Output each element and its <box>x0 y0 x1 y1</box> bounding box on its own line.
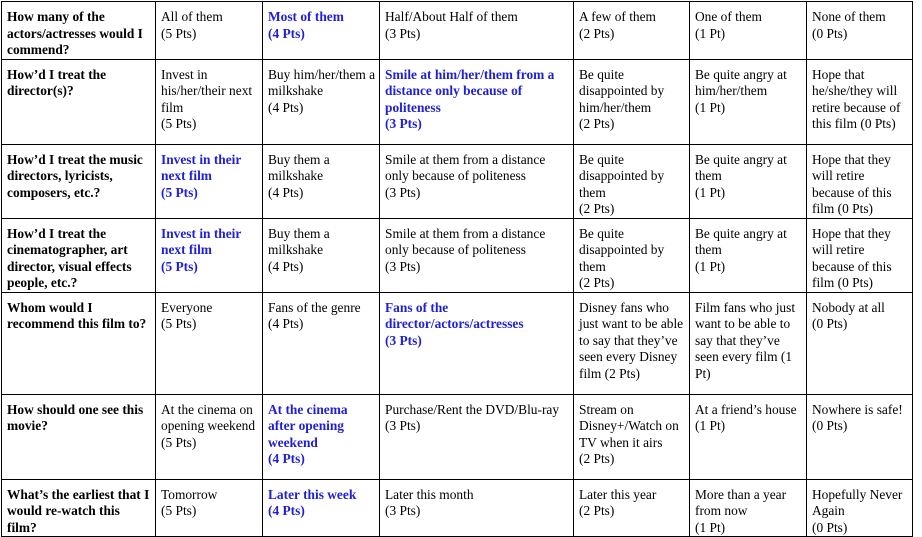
option-text: Buy them a milkshake <box>268 225 330 257</box>
question-actors: How many of the actors/actresses would I commend? <box>2 2 156 60</box>
option-text: Hope that they will retire because of this film (0 Pts) <box>812 151 892 216</box>
option-points: (4 Pts) <box>268 316 304 331</box>
rubric-row-rewatch <box>2 479 913 537</box>
option-cell <box>156 394 263 479</box>
option-cell <box>690 479 807 537</box>
option-text: Later this week <box>268 486 357 502</box>
option-points: (5 Pts) <box>161 184 198 200</box>
option-cell <box>380 394 574 479</box>
option-text: Stream on Disney+/Watch on TV when it airs <box>579 401 679 450</box>
option-text: Film fans who just want to be able to say that they’ve seen every film (1 Pt) <box>695 299 796 381</box>
option-text: Buy him/her/them a milkshake <box>268 66 376 98</box>
option-text: Hope that they will retire because of this film (0 Pts) <box>812 225 892 290</box>
option-text: Smile at him/her/them from a distance only because of politeness <box>385 66 555 115</box>
option-cell <box>690 59 807 144</box>
option-points: (1 Pt) <box>695 184 726 200</box>
option-cell <box>574 144 690 218</box>
option-cell <box>807 394 913 479</box>
option-points: (0 Pts) <box>812 519 848 535</box>
option-points: (4 Pts) <box>268 25 305 41</box>
option-points: (3 Pts) <box>385 258 421 274</box>
question-music: How’d I treat the music directors, lyricists, composers, etc.? <box>2 144 156 218</box>
option-text: Be quite angry at them <box>695 151 787 183</box>
option-text: Hopefully Never Again <box>812 486 903 518</box>
option-cell <box>574 218 690 292</box>
option-points: (4 Pts) <box>268 99 304 115</box>
option-text: Invest in their next film <box>161 151 242 183</box>
option-text: Tomorrow <box>161 486 218 502</box>
option-text: Later this year <box>579 486 657 502</box>
option-cell-selected <box>380 292 574 394</box>
option-points: (0 Pts) <box>812 25 848 41</box>
option-text: Be quite disappointed by them <box>579 225 665 274</box>
option-text: Later this month <box>385 486 474 502</box>
rubric-row-actors <box>2 2 913 60</box>
option-text: At the cinema on opening weekend <box>161 401 256 433</box>
option-points: (5 Pts) <box>161 503 197 518</box>
option-text: Everyone <box>161 299 213 315</box>
option-cell <box>574 479 690 537</box>
option-points: (1 Pt) <box>695 25 726 41</box>
option-cell <box>574 59 690 144</box>
option-text: More than a year from now <box>695 486 787 518</box>
option-cell <box>380 218 574 292</box>
option-cell <box>263 144 380 218</box>
option-cell <box>574 394 690 479</box>
option-cell <box>690 2 807 60</box>
option-points: (0 Pts) <box>812 316 848 331</box>
option-cell <box>156 479 263 537</box>
option-points: (2 Pts) <box>579 275 615 290</box>
option-text: Buy them a milkshake <box>268 151 330 183</box>
option-points: (2 Pts) <box>579 451 615 466</box>
option-text: Fans of the genre <box>268 299 361 315</box>
question-crew: How’d I treat the cinematographer, art director, visual effects people, etc.? <box>2 218 156 292</box>
option-points: (5 Pts) <box>161 25 197 41</box>
option-points: (1 Pt) <box>695 258 726 274</box>
rubric-row-music <box>2 144 913 218</box>
option-text: Fans of the director/actors/actresses <box>385 299 524 331</box>
option-text: Nobody at all <box>812 299 885 315</box>
option-cell <box>574 2 690 60</box>
option-text: Most of them <box>268 9 344 24</box>
option-points: (2 Pts) <box>579 503 615 518</box>
option-cell <box>156 2 263 60</box>
rubric-row-viewing <box>2 394 913 479</box>
option-points: (5 Pts) <box>161 434 197 450</box>
option-text: At a friend’s house <box>695 401 797 417</box>
option-cell-selected <box>156 218 263 292</box>
rubric-row-recommend <box>2 292 913 394</box>
option-text: Be quite angry at him/her/them <box>695 66 787 98</box>
option-points: (4 Pts) <box>268 184 304 200</box>
option-text: At the cinema after opening weekend <box>268 401 348 450</box>
question-rewatch: What’s the earliest that I would re-watch this film? <box>2 479 156 537</box>
option-cell <box>807 218 913 292</box>
option-text: A few of them <box>579 9 656 24</box>
option-points: (3 Pts) <box>385 25 421 41</box>
option-text: Nowhere is safe! (0 Pts) <box>812 401 903 433</box>
option-text: Invest in his/her/their next film <box>161 66 253 115</box>
option-cell <box>380 479 574 537</box>
option-points: (4 Pts) <box>268 451 305 466</box>
option-points: (1 Pt) <box>695 418 726 433</box>
option-cell <box>156 59 263 144</box>
option-text: None of them <box>812 9 886 24</box>
option-cell-selected <box>380 59 574 144</box>
option-points: (2 Pts) <box>579 25 615 41</box>
question-directors: How’d I treat the director(s)? <box>2 59 156 144</box>
option-text: Disney fans who just want to be able to say that they’ve seen every Disney film (2 Pts) <box>579 299 684 381</box>
option-text: All of them <box>161 9 223 24</box>
question-recommend: Whom would I recommend this film to? <box>2 292 156 394</box>
option-cell <box>807 2 913 60</box>
option-points: (5 Pts) <box>161 116 197 131</box>
option-points: (5 Pts) <box>161 258 198 274</box>
option-points: (3 Pts) <box>385 332 422 348</box>
option-text: One of them <box>695 9 762 24</box>
option-points: (3 Pts) <box>385 503 421 518</box>
option-cell <box>690 394 807 479</box>
option-cell <box>263 292 380 394</box>
option-cell <box>156 292 263 394</box>
option-text: Hope that he/she/they will retire because of this film (0 Pts) <box>812 66 901 131</box>
option-cell <box>380 2 574 60</box>
option-cell <box>807 292 913 394</box>
rating-rubric-table <box>1 1 913 537</box>
option-points: (1 Pt) <box>695 99 726 115</box>
option-text: Invest in their next film <box>161 225 242 257</box>
option-cell <box>690 218 807 292</box>
option-text: Smile at them from a distance only because of politeness <box>385 225 546 257</box>
option-points: (3 Pts) <box>385 116 422 131</box>
option-points: (2 Pts) <box>579 116 615 131</box>
option-cell <box>380 144 574 218</box>
option-cell <box>807 144 913 218</box>
option-cell <box>807 479 913 537</box>
option-cell <box>263 59 380 144</box>
option-points: (2 Pts) <box>579 201 615 216</box>
rubric-row-directors <box>2 59 913 144</box>
option-cell-selected <box>263 479 380 537</box>
option-cell-selected <box>263 2 380 60</box>
question-viewing: How should one see this movie? <box>2 394 156 479</box>
option-text: Be quite disappointed by him/her/them <box>579 66 665 115</box>
option-points: (1 Pt) <box>695 519 726 535</box>
option-points: (3 Pts) <box>385 418 421 433</box>
option-cell <box>690 292 807 394</box>
option-points: (4 Pts) <box>268 258 304 274</box>
option-cell-selected <box>263 394 380 479</box>
option-cell <box>574 292 690 394</box>
option-points: (4 Pts) <box>268 503 305 518</box>
option-points: (5 Pts) <box>161 316 197 331</box>
option-text: Half/About Half of them <box>385 9 518 24</box>
option-cell <box>807 59 913 144</box>
option-text: Purchase/Rent the DVD/Blu-ray <box>385 401 560 417</box>
option-text: Smile at them from a distance only because of politeness <box>385 151 546 183</box>
option-text: Be quite disappointed by them <box>579 151 665 200</box>
option-cell-selected <box>156 144 263 218</box>
option-cell <box>690 144 807 218</box>
option-text: Be quite angry at them <box>695 225 787 257</box>
option-points: (3 Pts) <box>385 184 421 200</box>
rubric-row-crew <box>2 218 913 292</box>
option-cell <box>263 218 380 292</box>
